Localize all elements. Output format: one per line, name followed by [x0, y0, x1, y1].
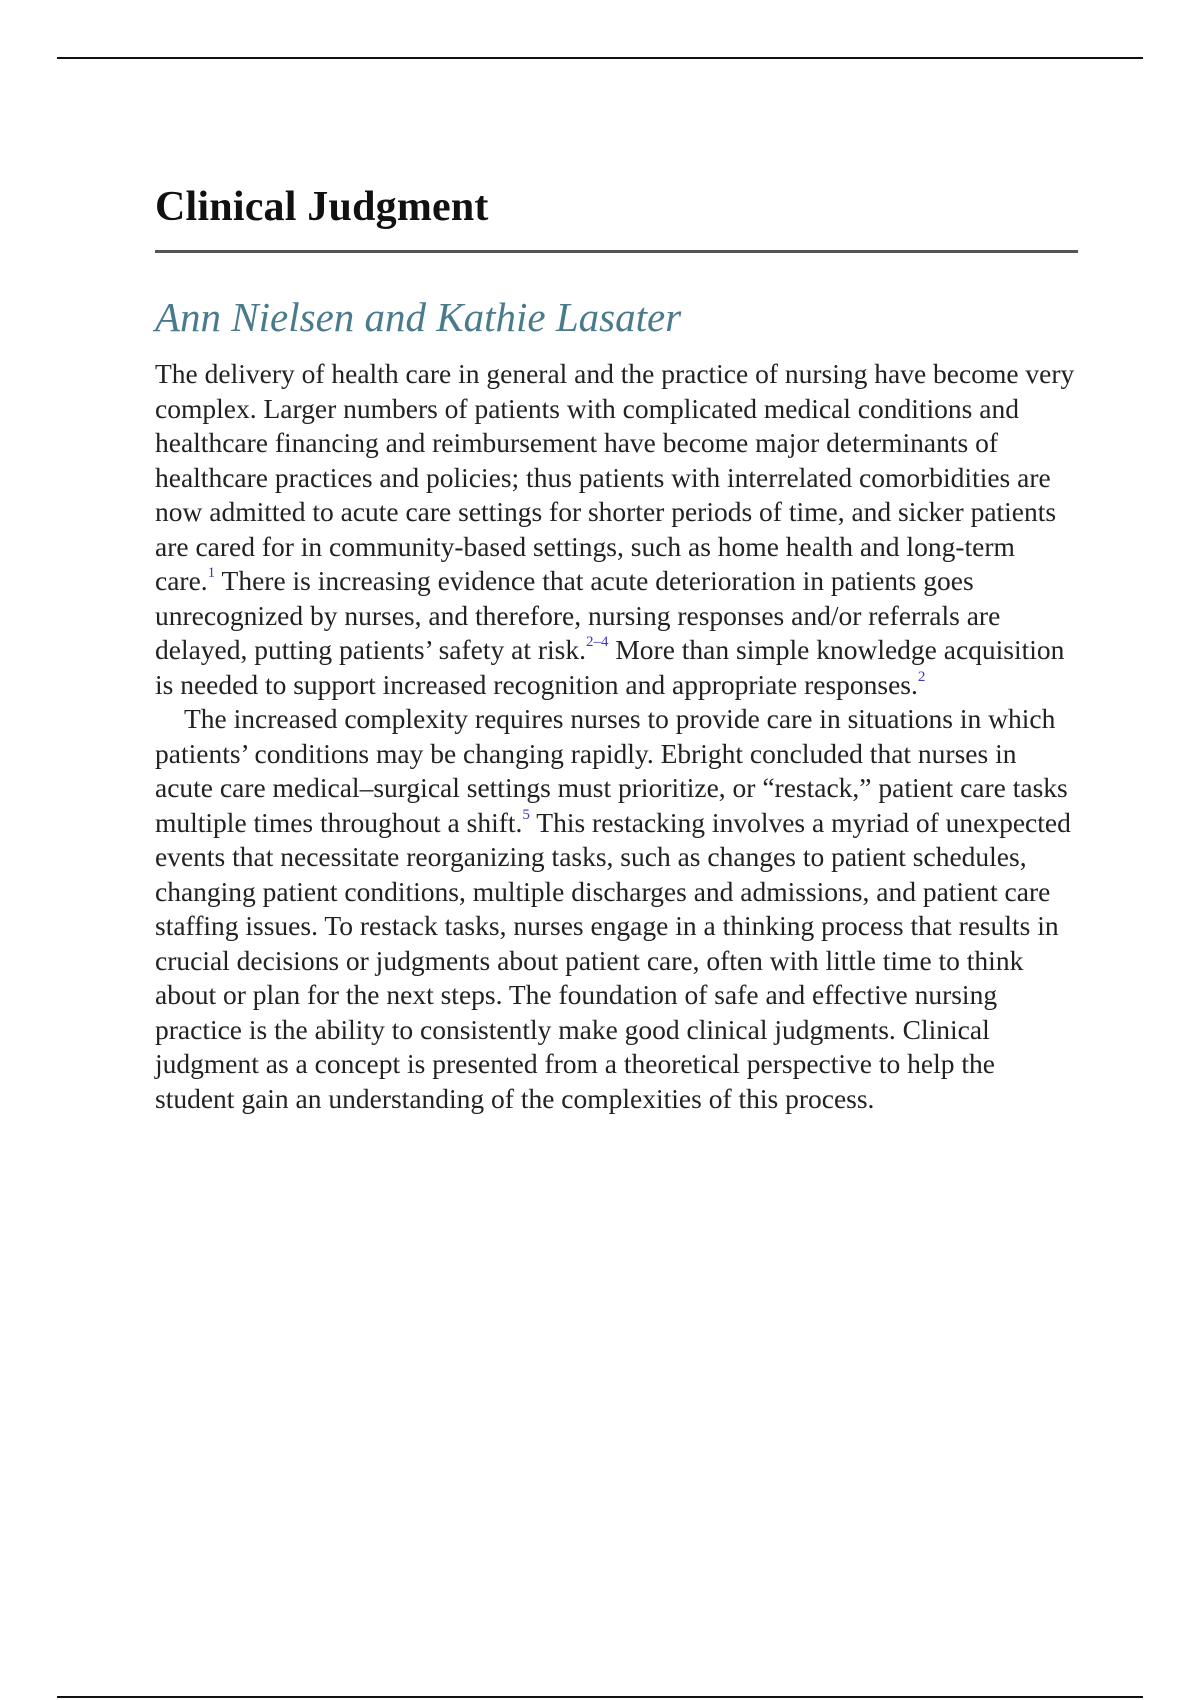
page-top-rule: [57, 57, 1143, 59]
citation-reference[interactable]: 2: [917, 668, 926, 685]
text-run: There is increasing evidence that acute deterioration in patients goes unrecognized by nurses, and therefore, nursing responses and/or referrals are delayed, putting patients’ safety at risk.: [155, 565, 1001, 665]
chapter-authors: Ann Nielsen and Kathie Lasater: [155, 294, 682, 340]
page-content: [155, 180, 1080, 1116]
chapter-title: Clinical Judgment: [155, 184, 489, 230]
text-run: This restacking involves a myriad of unexpected events that necessitate reorganizing tasks, such as changes to patient schedules, changing patient conditions, multiple discharges and admissions, and patient care staffing issues. To restack tasks, nurses engage in a thinking process that results in crucial decisions or judgments about patient care, often with little time to think about or plan for the next steps. The foundation of safe and effective nursing practice is the ability to consistently make good clinical judgments. Clinical judgment as a concept is presented from a theoretical perspective to help the student gain an understanding of the complexities of this process.: [155, 806, 1071, 1114]
citation-reference[interactable]: 5: [522, 806, 530, 823]
body-text: [155, 357, 1080, 1116]
page-bottom-rule: [57, 1696, 1143, 1698]
paragraph: [155, 702, 1080, 1116]
paragraph: [155, 357, 1080, 702]
text-run: The increased complexity requires nurses to provide care in situations in which patients’ conditions may be changing rapidly. Ebright concluded that nurses in acute care medical–surgical settings must prioritize, or “restack,” patient care tasks multiple times throughout a shift.: [155, 703, 1068, 838]
title-rule: [155, 250, 1078, 253]
citation-reference[interactable]: 2–4: [585, 634, 609, 650]
text-run: The delivery of health care in general and the practice of nursing have become very complex. Larger numbers of patients with complicated medical conditions and healthcare financing and reimbursement have become major determinants of healthcare practices and policies; thus patients with interrelated comorbidities are now admitted to acute care settings for shorter periods of time, and sicker patients are cared for in community-based settings, such as home health and long-term care.: [155, 358, 1075, 596]
text-run: More than simple knowledge acquisition is needed to support increased recognition and appropriate responses.: [155, 634, 1065, 700]
citation-reference[interactable]: 1: [207, 565, 216, 581]
